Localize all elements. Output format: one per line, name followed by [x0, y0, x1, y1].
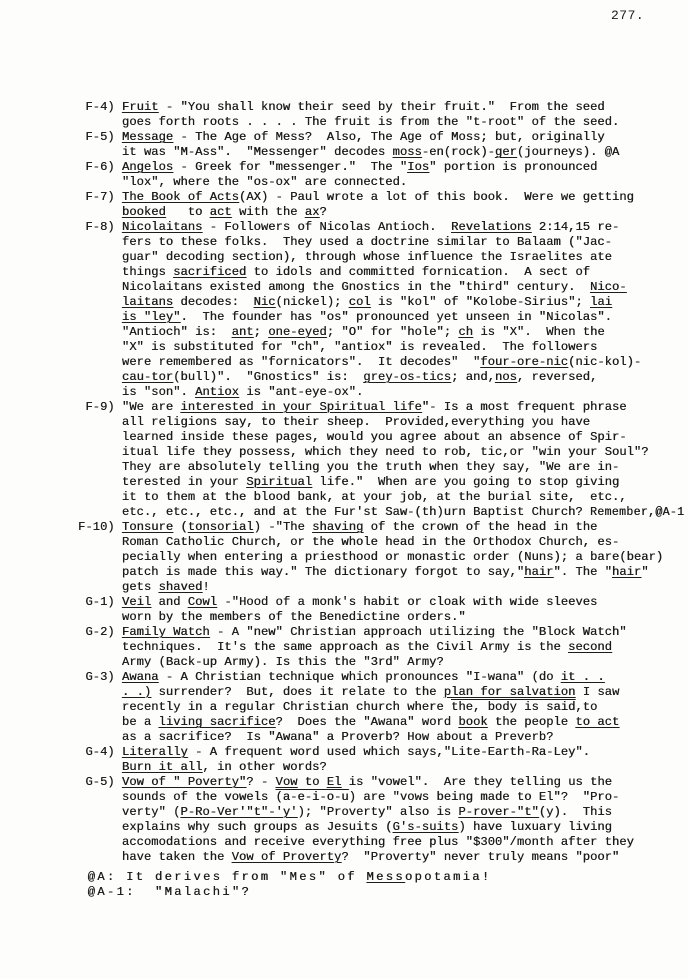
document-line: explains why such groups as Jesuits (G's-suits) have luxuary living — [78, 820, 612, 834]
document-line: patch is made this way." The dictionary forgot to say,"hair". The "hair" — [78, 565, 649, 579]
document-line: cau-tor(bull)". "Gnostics" is: grey-os-tics; and,nos, reversed, — [121, 370, 598, 384]
document-line: itual life they possess, which they need to rob, tic,or "win your Soul"? — [78, 445, 649, 459]
document-line: were remembered as "fornicators". It decodes" "four-ore-nic(nic-kol)- — [78, 355, 642, 369]
document-line: F-10) Tonsure (tonsorial) -"The shaving of the crown of the head in the — [78, 520, 598, 534]
document-line: G-1) Veil and Cowl -"Hood of a monk's habit or cloak with wide sleeves — [78, 595, 598, 609]
document-line: G-3) Awana - A Christian technique which pronounces "I-wana" (do it . . — [78, 670, 605, 684]
document-line: fers to these folks. They used a doctrine similar to Balaam ("Jac- — [78, 235, 612, 249]
document-line: as a sacrifice? Is "Awana" a Proverb? How about a Preverb? — [78, 730, 554, 744]
document-line: "lox", where the "os-ox" are connected. — [78, 175, 408, 189]
document-line: recently in a regular Christian church where the, body is said,to — [78, 700, 598, 714]
document-line: F-6) Angelos - Greek for "messenger." The "Ios" portion is pronounced — [78, 160, 598, 174]
document-line: have taken the Vow of Proverty? "Proverty" never truly means "poor" — [78, 850, 620, 864]
document-line: F-4) Fruit - "You shall know their seed by their fruit." From the seed — [78, 100, 605, 114]
document-line: sounds of the vowels (a-e-i-o-u) are "vows being made to El"? "Pro- — [78, 790, 620, 804]
document-line: it to them at the blood bank, at your job, at the burial site, etc., — [78, 490, 627, 504]
document-line: Army (Back-up Army). Is this the "3rd" Army? — [78, 655, 444, 669]
document-line: booked to act with the ax? — [121, 205, 327, 219]
document-line: @A: It derives from "Mes" of Messopotamia! — [78, 870, 492, 884]
document-line: G-4) Literally - A frequent word used which says,"Lite-Earth-Ra-Ley". — [78, 745, 590, 759]
document-line: G-2) Family Watch - A "new" Christian approach utilizing the "Block Watch" — [78, 625, 627, 639]
document-line: G-5) Vow of " Poverty"? - Vow to El is "vowel". Are they telling us the — [78, 775, 612, 789]
document-line: learned inside these pages, would you agree about an absence of Spir- — [78, 430, 627, 444]
document-line: Roman Catholic Church, or the whole head in the Orthodox Church, es- — [78, 535, 620, 549]
document-line: goes forth roots . . . . The fruit is from the "t-root" of the seed. — [78, 115, 620, 129]
document-line: They are absolutely telling you the truth when they say, "We are in- — [78, 460, 620, 474]
document-line: F-8) Nicolaitans - Followers of Nicolas Antioch. Revelations 2:14,15 re- — [78, 220, 620, 234]
document-line: all religions say, to their sheep. Provided,everything you have — [78, 415, 590, 429]
document-line: things sacrificed to idols and committed fornication. A sect of — [78, 265, 590, 279]
document-line: is "ley". The founder has "os" pronounced yet unseen in "Nicolas". — [121, 310, 612, 324]
document-line: @A-1: "Malachi"? — [78, 885, 252, 899]
document-line: Nicolaitans existed among the Gnostics in the "third" century. Nico- — [78, 280, 627, 294]
document-body — [0, 100, 689, 900]
page-number: 277. — [611, 8, 645, 23]
document-line: it was "M-Ass". "Messenger" decodes moss-en(rock)-ger(journeys). @A — [78, 145, 620, 159]
document-line: accomodations and receive everything free plus "$300"/month after they — [78, 835, 634, 849]
document-line: be a living sacrifice? Does the "Awana" word book the people to act — [78, 715, 620, 729]
document-line: F-5) Message - The Age of Mess? Also, The Age of Moss; but, originally — [78, 130, 605, 144]
document-line: . .) surrender? But, does it relate to the plan for salvation I saw — [121, 685, 620, 699]
document-line: verty" (P-Ro-Ver'"t"-'y'); "Proverty" also is P-rover-"t"(y). This — [78, 805, 612, 819]
document-line: "X" is substituted for "ch", "antiox" is revealed. The followers — [78, 340, 598, 354]
document-line: laitans decodes: Nic(nickel); col is "kol" of "Kolobe-Sirius"; lai — [121, 295, 612, 309]
document-line: "Antioch" is: ant; one-eyed; "O" for "hole"; ch is "X". When the — [78, 325, 605, 339]
document-line: terested in your Spiritual life." When are you going to stop giving — [78, 475, 620, 489]
document-line: F-7) The Book of Acts(AX) - Paul wrote a lot of this book. Were we getting — [78, 190, 634, 204]
document-line: techniques. It's the same approach as the Civil Army is the second — [78, 640, 612, 654]
document-line: worn by the members of the Benedictine orders." — [78, 610, 466, 624]
document-line: pecially when entering a priesthood or monastic order (Nuns); a bare(bear) — [78, 550, 664, 564]
document-line: guar" decoding section), through whose influence the Israelites ate — [78, 250, 612, 264]
document-line: gets shaved! — [78, 580, 210, 594]
document-line: is "son". Antiox is "ant-eye-ox". — [78, 385, 364, 399]
document-line: F-9) "We are interested in your Spiritual life"- Is a most frequent phrase — [78, 400, 627, 414]
document-line: etc., etc., etc., and at the Fur'st Saw-(th)urn Baptist Church? Remember,@A-1 — [78, 505, 685, 519]
document-line: Burn it all, in other words? — [121, 760, 327, 774]
